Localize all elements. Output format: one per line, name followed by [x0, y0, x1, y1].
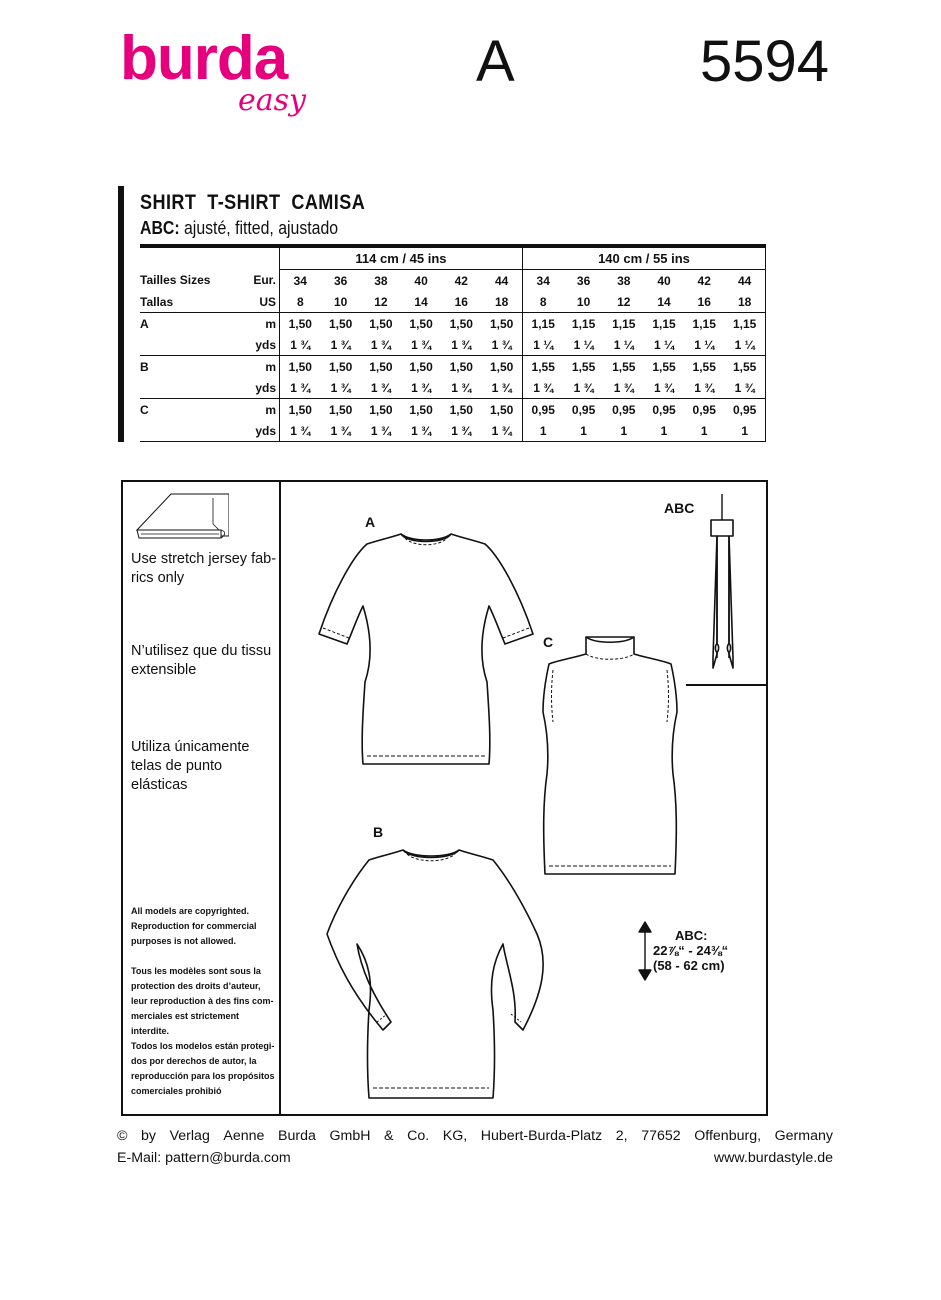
length-inches: 22⅞“ - 24⅜“	[653, 943, 729, 958]
unit-label: yds	[240, 420, 280, 442]
garment-sketches	[281, 482, 766, 1114]
copyright-english: All models are copyrighted. Reproduction for commercial purposes is not allowed.	[131, 906, 257, 946]
contact-line	[117, 1150, 833, 1166]
us-size: 18	[481, 291, 522, 313]
us-size: 16	[684, 291, 724, 313]
fit-text: ajusté, fitted, ajustado	[179, 218, 339, 238]
yardage-value: 1 ¼	[564, 334, 604, 356]
yardage-value: 0,95	[531, 402, 555, 417]
eur-size: 40	[657, 273, 671, 288]
burda-easy-logo	[120, 24, 330, 138]
copyright-french: Tous les modèles sont sous la protection des droits d’auteur, leur reproduction à des fins com-merciales est strictement interdite.	[131, 966, 274, 1036]
yardage-value: 1 ¾	[321, 334, 361, 356]
pattern-number: 5594	[700, 29, 830, 94]
yardage-value: 1,50	[481, 356, 522, 378]
yardage-value: 1,50	[481, 313, 522, 335]
email[interactable]: E-Mail: pattern@burda.com	[117, 1150, 291, 1166]
eur-size: 44	[481, 270, 522, 292]
copyright-spanish: Todos los modelos están protegi-dos por derechos de autor, la reproducción para los propósitos comerciales prohibió	[131, 1041, 275, 1096]
eur-label: Eur.	[240, 270, 280, 292]
yardage-value: 1	[644, 420, 684, 442]
section-bar	[118, 186, 124, 442]
view-label: C	[140, 402, 149, 417]
yardage-value: 1,50	[288, 359, 312, 374]
eur-size: 42	[454, 273, 468, 288]
yardage-value: 1	[564, 420, 604, 442]
yardage-value: 1,55	[571, 359, 596, 374]
view-b-drawing	[327, 850, 543, 1098]
yardage-value: 1,50	[369, 316, 393, 331]
yardage-value: 0,95	[612, 402, 636, 417]
publisher-word: ©	[117, 1128, 128, 1144]
yardage-value: 1 ¾	[441, 334, 481, 356]
pattern-category: A	[476, 29, 515, 94]
yardage-value: 1,50	[288, 316, 312, 331]
yardage-value: 0,95	[692, 402, 716, 417]
note-english: Use stretch jersey fab-rics only	[131, 551, 277, 586]
view-a-drawing	[319, 534, 533, 764]
us-size: 14	[401, 291, 441, 313]
needle-label: ABC	[664, 500, 695, 516]
yardage-value: 1,15	[652, 316, 676, 331]
publisher-word: Burda	[278, 1128, 316, 1144]
eur-size: 34	[293, 273, 307, 288]
publisher-word: by	[141, 1128, 157, 1144]
yardage-value: 1 ¾	[280, 334, 321, 356]
yardage-value: 1,50	[369, 359, 393, 374]
unit-label: m	[240, 399, 280, 421]
yardage-table	[140, 244, 766, 442]
fabric-bolt-icon	[133, 490, 229, 540]
size-label: Tailles Sizes	[140, 273, 211, 288]
yardage-value: 1,15	[692, 316, 716, 331]
yardage-value: 1 ¾	[361, 420, 401, 442]
eur-size: 38	[617, 273, 631, 288]
yardage-value: 1,55	[612, 359, 636, 374]
publisher-word: Hubert-Burda-Platz	[480, 1128, 603, 1144]
publisher-word: Co.	[407, 1128, 430, 1144]
publisher-word: &	[384, 1128, 394, 1144]
yardage-value: 1,55	[724, 356, 765, 378]
us-size: 12	[361, 291, 401, 313]
yardage-value: 1,50	[328, 359, 353, 374]
unit-label: m	[240, 356, 280, 378]
yardage-value: 1,50	[449, 316, 473, 331]
publisher-line	[117, 1128, 833, 1144]
yardage-value: 1,50	[409, 402, 433, 417]
publisher-word: GmbH	[329, 1128, 371, 1144]
yardage-value: 1 ¾	[321, 377, 361, 399]
fabric-width-140: 140 cm / 55 ins	[522, 246, 765, 270]
yardage-row	[140, 313, 766, 335]
yardage-value: 0,95	[724, 399, 765, 421]
publisher-word: Aenne	[223, 1128, 265, 1144]
yardage-value: 1 ¾	[280, 420, 321, 442]
view-c-label: C	[543, 634, 554, 650]
yardage-value: 1 ¾	[441, 377, 481, 399]
yardage-value: 1 ¼	[522, 334, 563, 356]
yardage-row	[140, 399, 766, 421]
length-label: ABC:	[675, 928, 708, 943]
yardage-value: 1 ¾	[724, 377, 765, 399]
yardage-value: 1 ¼	[724, 334, 765, 356]
yardage-value: 1	[724, 420, 765, 442]
us-size: 10	[564, 291, 604, 313]
view-b-label: B	[373, 824, 384, 840]
yardage-value: 1 ¼	[684, 334, 724, 356]
yardage-row	[140, 420, 766, 442]
us-size: 14	[644, 291, 684, 313]
brand-name: burda	[120, 24, 288, 93]
yardage-value: 1	[604, 420, 644, 442]
publisher-word: Offenburg,	[694, 1128, 762, 1144]
unit-label: yds	[240, 334, 280, 356]
yardage-row	[140, 356, 766, 378]
yardage-value: 1,50	[449, 402, 473, 417]
us-size: 18	[724, 291, 765, 313]
eur-size: 34	[536, 273, 550, 288]
yardage-value: 1,55	[652, 359, 676, 374]
publisher-word: 2,	[615, 1128, 628, 1144]
view-label	[140, 420, 240, 442]
yardage-value: 0,95	[571, 402, 596, 417]
website-link[interactable]: www.burdastyle.de	[713, 1150, 833, 1166]
yardage-value: 1 ¾	[401, 377, 441, 399]
illustration-panel	[121, 480, 768, 1116]
yardage-value: 1	[522, 420, 563, 442]
yardage-value: 1,15	[571, 316, 596, 331]
brand-sub: easy	[238, 83, 306, 118]
eur-size: 36	[333, 273, 348, 288]
yardage-value: 1,55	[692, 359, 716, 374]
size-label-es: Tallas	[140, 291, 240, 313]
garment-title: SHIRT T-SHIRT CAMISA	[140, 191, 366, 214]
us-label: US	[240, 291, 280, 313]
note-spanish: Utiliza únicamente telas de punto elásticas	[131, 739, 250, 793]
eur-size: 40	[414, 273, 428, 288]
fabric-notes-column	[123, 482, 281, 1114]
eur-size: 36	[576, 273, 591, 288]
us-size: 16	[441, 291, 481, 313]
length-info	[653, 928, 728, 973]
fit-prefix: ABC:	[140, 218, 180, 238]
yardage-value: 1,50	[369, 402, 393, 417]
view-label: B	[140, 359, 149, 374]
eur-size: 42	[697, 273, 711, 288]
yardage-value: 1 ¾	[644, 377, 684, 399]
yardage-value: 1 ¾	[401, 334, 441, 356]
yardage-value: 1 ¾	[441, 420, 481, 442]
eur-size: 44	[724, 270, 765, 292]
garment-drawings	[281, 482, 766, 1114]
size-label-blank	[140, 246, 240, 270]
unit-label: m	[240, 313, 280, 335]
yardage-value: 1 ¾	[684, 377, 724, 399]
yardage-row	[140, 377, 766, 399]
view-label	[140, 334, 240, 356]
yardage-value: 1,50	[409, 316, 433, 331]
yardage-value: 1,50	[288, 402, 312, 417]
yardage-value: 1 ¾	[401, 420, 441, 442]
yardage-value: 1,50	[409, 359, 433, 374]
us-size: 12	[604, 291, 644, 313]
view-c-drawing	[543, 637, 677, 874]
yardage-value: 1 ¼	[604, 334, 644, 356]
eur-size: 38	[374, 273, 388, 288]
yardage-value: 1,50	[449, 359, 473, 374]
yardage-value: 1,50	[328, 316, 353, 331]
yardage-value: 1,50	[481, 399, 522, 421]
us-size: 8	[280, 291, 321, 313]
yardage-value: 1 ¾	[564, 377, 604, 399]
yardage-value: 1 ¾	[522, 377, 563, 399]
yardage-value: 1 ¼	[644, 334, 684, 356]
yardage-value: 1 ¾	[481, 377, 522, 399]
twin-needle-icon	[711, 494, 733, 668]
note-french: N’utilisez que du tissu extensible	[131, 643, 272, 678]
yardage-value: 1,55	[531, 359, 555, 374]
us-size: 8	[522, 291, 563, 313]
view-label	[140, 377, 240, 399]
yardage-value: 1 ¾	[280, 377, 321, 399]
yardage-value: 1 ¾	[321, 420, 361, 442]
fit-description	[140, 218, 338, 239]
yardage-value: 1,15	[724, 313, 765, 335]
yardage-value: 1,15	[612, 316, 636, 331]
yardage-value: 1 ¾	[481, 420, 522, 442]
yardage-value: 1 ¾	[604, 377, 644, 399]
us-size: 10	[321, 291, 361, 313]
yardage-row	[140, 334, 766, 356]
length-cm: (58 - 62 cm)	[653, 958, 725, 973]
yardage-value: 1,15	[531, 316, 555, 331]
yardage-value: 1 ¾	[481, 334, 522, 356]
publisher-word: Verlag	[169, 1128, 210, 1144]
fabric-width-114: 114 cm / 45 ins	[280, 246, 523, 270]
publisher-word: Germany	[774, 1128, 833, 1144]
unit-label: yds	[240, 377, 280, 399]
yardage-value: 1 ¾	[361, 334, 401, 356]
publisher-word: 77652	[641, 1128, 681, 1144]
yardage-value: 1,50	[328, 402, 353, 417]
publisher-word: KG,	[442, 1128, 468, 1144]
yardage-value: 1 ¾	[361, 377, 401, 399]
yardage-value: 0,95	[652, 402, 676, 417]
unit-blank	[240, 246, 280, 270]
view-a-label: A	[365, 514, 376, 530]
length-arrow-icon	[639, 922, 651, 980]
yardage-value: 1	[684, 420, 724, 442]
view-label: A	[140, 316, 149, 331]
